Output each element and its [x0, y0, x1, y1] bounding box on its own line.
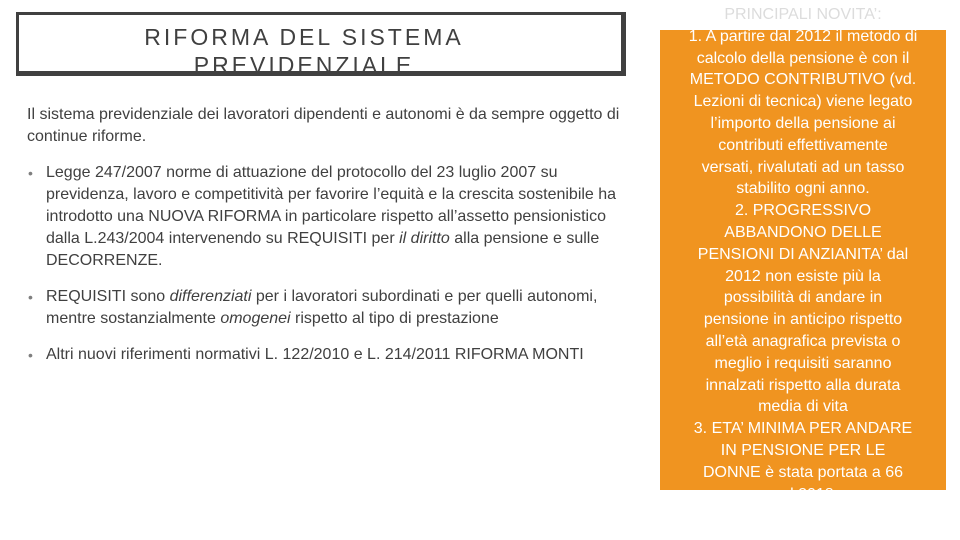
- bullet-text-emphasis: il diritto: [399, 230, 450, 247]
- novita-line: IN PENSIONE PER LE: [720, 441, 886, 459]
- novita-line: media di vita: [758, 398, 848, 416]
- novita-line: PENSIONI DI ANZIANITA’ dal: [697, 245, 909, 263]
- bullet-item-requisiti: [27, 286, 627, 330]
- bullet-text: [46, 164, 616, 269]
- novita-line: versati, rivalutati ad un tasso: [701, 158, 905, 176]
- bullet-text: [46, 288, 597, 327]
- bullet-item-legge-247: [27, 162, 627, 272]
- bullet-icon: •: [28, 289, 33, 305]
- bullet-text-emphasis: omogenei: [220, 310, 291, 327]
- novita-heading: PRINCIPALI NOVITA’:: [724, 6, 882, 23]
- bullet-text-part: rispetto al tipo di prestazione: [290, 310, 499, 327]
- bullet-text-part: Legge 247/2007 norme di attuazione del protocollo del 23 luglio 2007 su previdenza, lavoro e competitività per favorire l’equità e la crescita sostenibile ha introdotto una NUOVA RIFORMA in particolare rispetto all’assetto pensionistico dalla L.243/2004 intervenendo su REQUISITI per: [46, 164, 617, 247]
- novita-line: 1. A partire dal 2012 il metodo di: [688, 27, 918, 45]
- slide-body: [27, 104, 627, 380]
- novita-line: ABBANDONO DELLE: [724, 223, 882, 241]
- novita-line: nel 2018: [772, 485, 834, 503]
- novita-line: possibilità di andare in: [723, 289, 883, 307]
- novita-line: l’importo della pensione ai: [710, 114, 896, 132]
- novita-line: innalzati rispetto alla durata: [705, 376, 901, 394]
- bullet-icon: •: [28, 165, 33, 181]
- novita-line: Lezioni di tecnica) viene legato: [693, 93, 913, 111]
- novita-line: pensione in anticipo rispetto: [703, 311, 903, 329]
- bullet-item-riferimenti: [27, 344, 627, 366]
- bullet-text-emphasis: differenziati: [169, 288, 252, 305]
- novita-line: 3. ETA’ MINIMA PER ANDARE: [693, 420, 913, 438]
- novita-line: contributi effettivamente: [718, 136, 888, 154]
- bullet-text-part: REQUISITI sono: [46, 288, 170, 305]
- novita-line: 2. PROGRESSIVO: [734, 202, 872, 220]
- bullet-text: Altri nuovi riferimenti normativi L. 122/2010 e L. 214/2011 RIFORMA MONTI: [46, 346, 584, 363]
- novita-line: calcolo della pensione è con il: [696, 49, 910, 67]
- novita-line: meglio i requisiti saranno: [714, 354, 892, 372]
- novita-line: 2012 non esiste più la: [725, 267, 881, 285]
- novita-line: METODO CONTRIBUTIVO (vd.: [689, 71, 917, 89]
- bullet-list: [27, 162, 627, 366]
- bullet-text-part: alla pensione e sulle DECORRENZE.: [46, 230, 600, 269]
- bullet-icon: •: [28, 347, 33, 363]
- slide-title-line-1: RIFORMA DEL SISTEMA: [144, 24, 464, 50]
- novita-line: all’età anagrafica prevista o: [705, 332, 901, 350]
- bullet-text-part: per i lavoratori subordinati e per quelli autonomi, mentre sostanzialmente: [46, 288, 598, 327]
- slide-title-line-2: PREVIDENZIALE: [193, 52, 415, 78]
- novita-line: stabilito ogni anno.: [736, 180, 870, 198]
- novita-text: [658, 4, 948, 505]
- slide-title: [69, 23, 539, 79]
- intro-paragraph: Il sistema previdenziale dei lavoratori dipendenti e autonomi è da sempre oggetto di continue riforme.: [27, 106, 620, 145]
- novita-line: DONNE è stata portata a 66: [702, 463, 904, 481]
- title-frame: [16, 12, 626, 76]
